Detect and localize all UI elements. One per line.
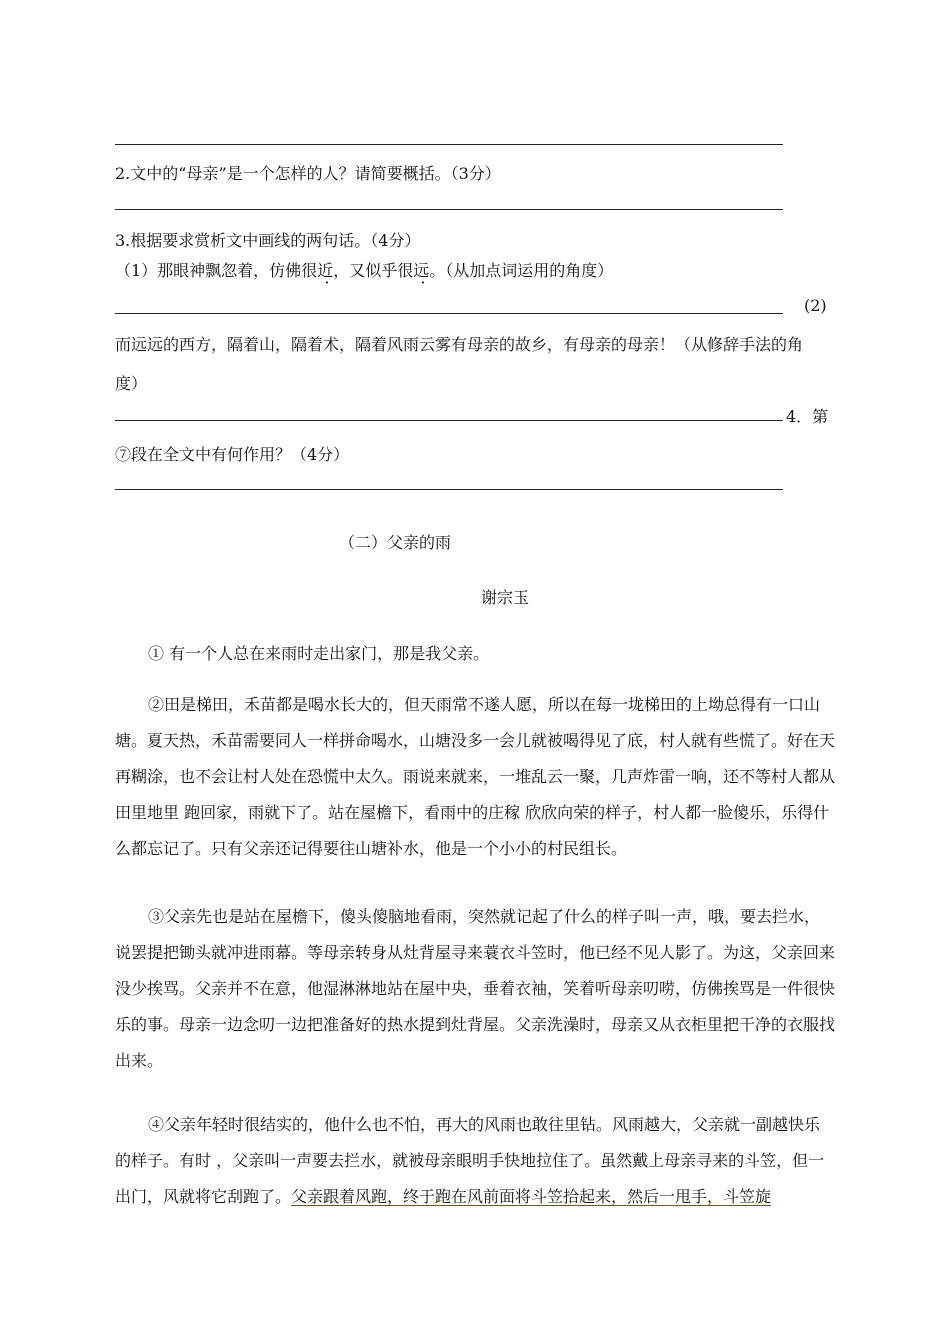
- question-4-label: 4．第: [786, 407, 829, 426]
- paragraph-4-text: ④父亲年轻时很结实的，他什么也不怕，再大的风雨也敢往里钻。风雨越大，父亲就一副越快乐的样子。有时 ，父亲叫一声要去拦水，就被母亲眼明手快地拉住了。虽然戴上母亲寻来的斗笠，但一出门，风就将它刮跑了。: [115, 1115, 825, 1206]
- answer-line: [115, 489, 783, 490]
- question-3-1-text: （1）那眼神飘忽着，仿佛很: [115, 261, 318, 280]
- answer-line: [115, 313, 783, 314]
- answer-line: [115, 144, 783, 145]
- article-title: （二）父亲的雨: [339, 533, 452, 552]
- paragraph-4: [115, 1107, 835, 1215]
- question-3-1-text-mid: ，又似乎很: [333, 261, 414, 280]
- article-author: 谢宗玉: [481, 588, 530, 607]
- paragraph-2: ②田是梯田，禾苗都是喝水长大的，但天雨常不遂人愿，所以在每一垅梯田的上坳总得有一口山塘。夏天热，禾苗需要同人一样拼命喝水，山塘没多一会儿就被喝得见了底，村人就有些慌了。好在天再糊涂，也不会让村人处在恐慌中太久。雨说来就来，一堆乱云一聚，几声炸雷一响，还不等村人都从田里地里 跑回家，雨就下了。站在屋檐下，看雨中的庄稼 欣欣向荣的样子，村人都一脸傻乐，乐得什么都忘记了。只有父亲还记得要往山塘补水，他是一个小小的村民组长。: [115, 695, 836, 858]
- question-3-2-label: (2): [804, 296, 827, 315]
- paragraph-3: ③父亲先也是站在屋檐下，傻头傻脑地看雨，突然就记起了什么的样子叫一声，哦，要去拦水，说罢提把锄头就冲进雨幕。等母亲转身从灶背屋寻来蓑衣斗笠时，他已经不见人影了。为这，父亲回来没少挨骂。父亲并不在意，他湿淋淋地站在屋中央，垂着衣袖，笑着听母亲叨唠，仿佛挨骂是一件很快乐的事。母亲一边念叨一边把准备好的热水提到灶背屋。父亲洗澡时，母亲又从衣柜里把干净的衣服找出来。: [115, 907, 836, 1070]
- dotted-word-far: 远: [413, 261, 430, 280]
- paragraph-1: ① 有一个人总在来雨时走出家门，那是我父亲。: [148, 644, 490, 663]
- question-4-text: ⑦段在全文中有何作用？（4分）: [115, 445, 350, 464]
- answer-line: [115, 420, 783, 421]
- question-2: 2.文中的“母亲”是一个怎样的人？请简要概括。（3分）: [115, 164, 501, 183]
- dotted-word-near: 近: [317, 261, 334, 280]
- question-3-1-text-end: 。（从加点词运用的角度）: [429, 261, 614, 280]
- question-3-2-text: 而远远的西方，隔着山，隔着术，隔着风雨云雾有母亲的故乡，有母亲的母亲！（从修辞手法的角: [115, 335, 804, 354]
- question-3: 3.根据要求赏析文中画线的两句话。（4分）: [115, 231, 421, 250]
- question-3-2-text-cont: 度）: [115, 374, 148, 393]
- underlined-sentence: 父亲跟着风跑，终于跑在风前面将斗笠拾起来，然后一甩手，斗笠旋: [291, 1187, 772, 1206]
- question-3-1: [115, 258, 613, 281]
- answer-line: [115, 209, 783, 210]
